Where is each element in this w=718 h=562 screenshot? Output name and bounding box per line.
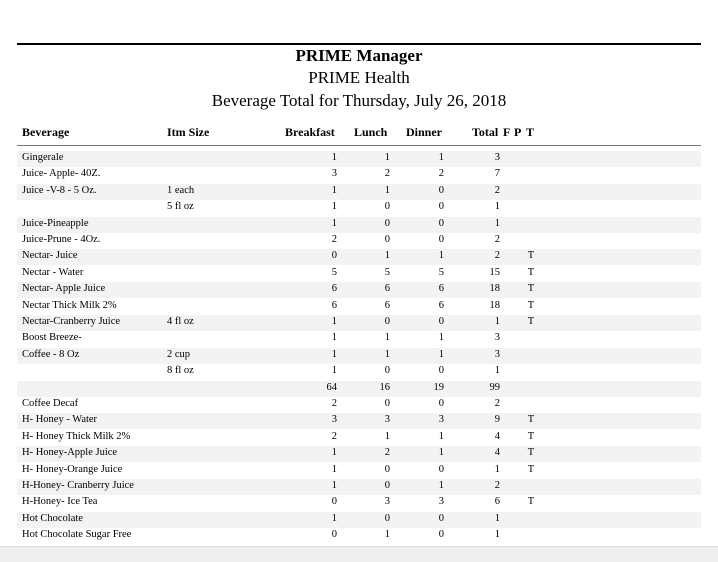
- col-header-item-size: Itm Size: [167, 125, 210, 139]
- cell-total: 3: [494, 152, 500, 163]
- cell-lunch: 0: [384, 217, 390, 229]
- cell-dinner: 0: [438, 529, 444, 541]
- cell-breakfast: 3: [331, 168, 337, 180]
- header-rule: [17, 145, 701, 146]
- table-row: [17, 364, 701, 380]
- cell-total: 2: [494, 234, 500, 245]
- cell-breakfast: 1: [331, 332, 337, 344]
- cell-lunch: 3: [384, 414, 390, 426]
- cell-item-size: 2 cup: [167, 348, 191, 360]
- table-row: [17, 167, 701, 183]
- cell-breakfast: 0: [331, 529, 337, 541]
- cell-lunch: 5: [384, 266, 390, 278]
- cell-breakfast: 1: [331, 348, 337, 360]
- cell-dinner: 3: [438, 496, 444, 508]
- cell-lunch: 2: [384, 168, 390, 180]
- cell-total: 2: [494, 398, 500, 409]
- cell-item-size: 1 each: [167, 184, 195, 196]
- cell-total: 2: [494, 184, 500, 196]
- cell-beverage: H-Honey- Cranberry Juice: [22, 480, 134, 491]
- cell-dinner: 0: [438, 365, 444, 377]
- table-row: [17, 463, 701, 479]
- report-top-rule: [17, 43, 701, 45]
- cell-breakfast: 1: [331, 512, 337, 524]
- table-row: [17, 184, 701, 200]
- cell-lunch: 3: [384, 496, 390, 508]
- col-header-lunch: Lunch: [354, 125, 388, 139]
- cell-lunch: 6: [384, 283, 390, 295]
- cell-total: 2: [494, 480, 500, 491]
- cell-dinner: 5: [438, 266, 444, 278]
- cell-dinner: 2: [438, 168, 444, 180]
- cell-beverage: Juice -V-8 - 5 Oz.: [22, 184, 97, 196]
- bottom-scroll-area: [0, 546, 718, 562]
- cell-dinner: 1: [438, 348, 444, 360]
- cell-lunch: 0: [384, 316, 390, 327]
- cell-dinner: 1: [438, 480, 444, 491]
- table-row: [17, 479, 701, 495]
- cell-dinner: 1: [438, 152, 444, 163]
- cell-breakfast: 0: [331, 496, 337, 508]
- table-row: [17, 233, 701, 249]
- cell-beverage: Juice-Pineapple: [22, 217, 89, 229]
- cell-beverage: Nectar-Cranberry Juice: [22, 316, 121, 327]
- cell-breakfast: 1: [331, 480, 337, 491]
- cell-dinner: 0: [438, 512, 444, 524]
- cell-t: T: [527, 250, 535, 262]
- cell-total: 9: [494, 414, 500, 426]
- cell-beverage: Coffee Decaf: [22, 398, 79, 409]
- cell-lunch: 0: [384, 463, 390, 475]
- cell-total: 18: [489, 299, 500, 311]
- cell-dinner: 6: [438, 299, 444, 311]
- cell-total: 1: [494, 316, 500, 327]
- cell-dinner: 1: [438, 447, 444, 459]
- cell-beverage: Juice- Apple- 40Z.: [22, 168, 101, 180]
- cell-breakfast: 1: [331, 152, 337, 163]
- cell-beverage: Boost Breeze-: [22, 332, 82, 344]
- cell-lunch: 1: [384, 250, 390, 262]
- cell-t: T: [527, 283, 535, 295]
- cell-lunch: 0: [384, 201, 390, 213]
- cell-lunch: 6: [384, 299, 390, 311]
- table-row: [17, 282, 701, 298]
- cell-t: T: [527, 447, 535, 459]
- table-row: [17, 528, 701, 544]
- cell-dinner: 0: [438, 217, 444, 229]
- cell-total: 1: [494, 529, 500, 541]
- cell-lunch: 0: [384, 398, 390, 409]
- col-header-f: F: [503, 125, 511, 139]
- cell-total: 1: [494, 463, 500, 475]
- report-subtitle: PRIME Health: [308, 68, 410, 87]
- cell-t: T: [527, 414, 535, 426]
- cell-total: 4: [494, 430, 500, 442]
- col-header-dinner: Dinner: [406, 125, 442, 139]
- table-row: [17, 348, 701, 364]
- table-row: [17, 266, 701, 282]
- cell-total: 1: [494, 365, 500, 377]
- report-title: PRIME Manager: [295, 46, 423, 65]
- cell-total: 1: [494, 201, 500, 213]
- cell-lunch: 1: [384, 529, 390, 541]
- table-row: [17, 413, 701, 429]
- cell-breakfast: 0: [331, 250, 337, 262]
- cell-breakfast: 6: [331, 299, 337, 311]
- table-row: [17, 299, 701, 315]
- cell-beverage: H- Honey Thick Milk 2%: [22, 430, 131, 442]
- cell-breakfast: 1: [331, 201, 337, 213]
- cell-total: 15: [489, 266, 500, 278]
- cell-beverage: Coffee - 8 Oz: [22, 348, 80, 360]
- cell-lunch: 1: [384, 184, 390, 196]
- cell-total: 1: [494, 217, 500, 229]
- cell-dinner: 0: [438, 398, 444, 409]
- cell-breakfast: 2: [331, 234, 337, 245]
- cell-beverage: Nectar- Apple Juice: [22, 283, 106, 295]
- cell-dinner: 1: [438, 332, 444, 344]
- cell-dinner: 3: [438, 414, 444, 426]
- cell-total: 99: [489, 381, 500, 393]
- cell-breakfast: 3: [331, 414, 337, 426]
- cell-lunch: 0: [384, 365, 390, 377]
- cell-total: 7: [494, 168, 500, 180]
- cell-dinner: 6: [438, 283, 444, 295]
- cell-dinner: 19: [433, 381, 444, 393]
- cell-beverage: Nectar Thick Milk 2%: [22, 299, 117, 311]
- report-heading: Beverage Total for Thursday, July 26, 2018: [211, 91, 507, 110]
- cell-beverage: Nectar - Water: [22, 266, 84, 278]
- table-row: [17, 430, 701, 446]
- cell-total: 3: [494, 348, 500, 360]
- table-row: [17, 217, 701, 233]
- cell-t: T: [527, 266, 535, 278]
- cell-beverage: Gingerale: [22, 152, 64, 163]
- cell-beverage: H- Honey-Apple Juice: [22, 447, 118, 459]
- cell-beverage: H- Honey - Water: [22, 414, 98, 426]
- col-header-p: P: [514, 125, 522, 139]
- table-row: [17, 512, 701, 528]
- cell-breakfast: 2: [331, 398, 337, 409]
- cell-dinner: 0: [438, 234, 444, 245]
- cell-beverage: Nectar- Juice: [22, 250, 78, 262]
- cell-beverage: H-Honey- Ice Tea: [22, 496, 98, 508]
- cell-t: T: [527, 496, 535, 508]
- table-row: [17, 397, 701, 413]
- cell-lunch: 16: [379, 381, 390, 393]
- table-row: [17, 446, 701, 462]
- cell-breakfast: 2: [331, 430, 337, 442]
- cell-beverage: Juice-Prune - 4Oz.: [22, 234, 101, 245]
- col-header-t: T: [526, 125, 535, 139]
- table-row: [17, 381, 701, 397]
- col-header-beverage: Beverage: [22, 125, 70, 139]
- table-row: [17, 249, 701, 265]
- cell-t: T: [527, 463, 535, 475]
- cell-beverage: H- Honey-Orange Juice: [22, 463, 123, 475]
- cell-dinner: 0: [438, 201, 444, 213]
- cell-item-size: 5 fl oz: [167, 201, 194, 213]
- cell-total: 6: [494, 496, 500, 508]
- cell-total: 18: [489, 283, 500, 295]
- cell-breakfast: 6: [331, 283, 337, 295]
- cell-t: T: [527, 299, 535, 311]
- table-row: [17, 315, 701, 331]
- cell-item-size: 4 fl oz: [167, 316, 194, 327]
- cell-total: 1: [494, 512, 500, 524]
- cell-lunch: 0: [384, 480, 390, 491]
- table-row: [17, 200, 701, 216]
- cell-lunch: 1: [384, 332, 390, 344]
- cell-dinner: 0: [438, 184, 444, 196]
- cell-total: 2: [494, 250, 500, 262]
- cell-breakfast: 5: [331, 266, 337, 278]
- cell-lunch: 1: [384, 348, 390, 360]
- cell-breakfast: 1: [331, 365, 337, 377]
- table-row: [17, 331, 701, 347]
- cell-total: 3: [494, 332, 500, 344]
- cell-lunch: 0: [384, 512, 390, 524]
- cell-breakfast: 1: [331, 217, 337, 229]
- cell-lunch: 1: [384, 430, 390, 442]
- cell-dinner: 1: [438, 430, 444, 442]
- col-header-total: Total: [472, 125, 499, 139]
- cell-dinner: 0: [438, 316, 444, 327]
- cell-breakfast: 1: [331, 316, 337, 327]
- cell-dinner: 0: [438, 463, 444, 475]
- col-header-breakfast: Breakfast: [285, 125, 335, 139]
- cell-breakfast: 1: [331, 184, 337, 196]
- cell-t: T: [527, 430, 535, 442]
- cell-dinner: 1: [438, 250, 444, 262]
- cell-breakfast: 1: [331, 463, 337, 475]
- cell-total: 4: [494, 447, 500, 459]
- cell-t: T: [527, 316, 535, 327]
- cell-lunch: 2: [384, 447, 390, 459]
- cell-breakfast: 1: [331, 447, 337, 459]
- cell-lunch: 1: [384, 152, 390, 163]
- table-row: [17, 495, 701, 511]
- table-row: [17, 151, 701, 167]
- cell-item-size: 8 fl oz: [167, 365, 194, 377]
- cell-beverage: Hot Chocolate: [22, 512, 83, 524]
- cell-breakfast: 64: [326, 381, 337, 393]
- cell-lunch: 0: [384, 234, 390, 245]
- cell-beverage: Hot Chocolate Sugar Free: [22, 529, 132, 541]
